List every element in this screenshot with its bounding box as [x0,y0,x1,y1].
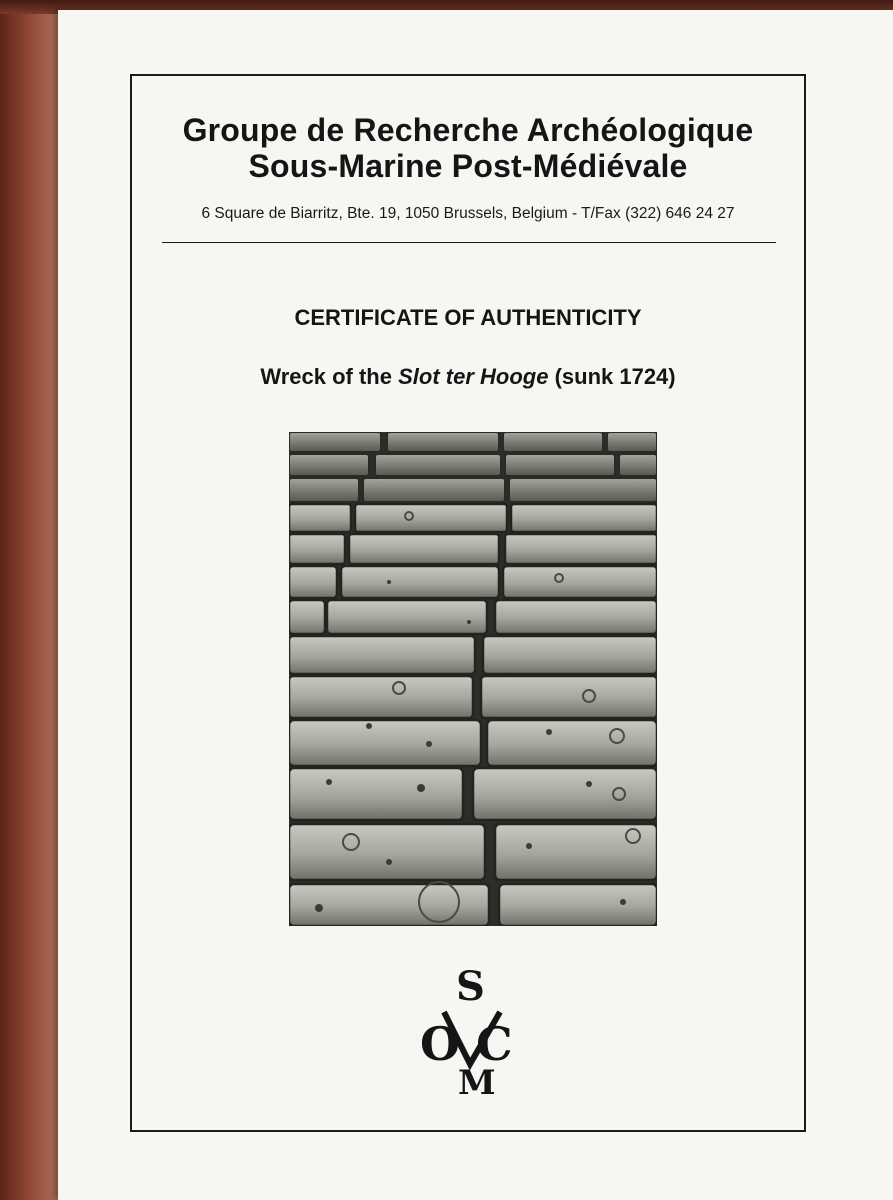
organization-title-line1: Groupe de Recherche Archéologique [182,112,754,148]
svg-text:S: S [456,963,485,1010]
wreck-title-suffix: (sunk 1724) [548,364,676,389]
svg-text:C: C [476,1017,513,1071]
organization-address: 6 Square de Biarritz, Bte. 19, 1050 Brussels, Belgium - T/Fax (322) 646 24 27 [201,205,735,222]
wreck-title [130,364,806,390]
voc-monogram-icon [420,962,530,1102]
header-divider [162,242,776,243]
organization-title [130,112,806,184]
svg-text:O: O [420,1017,461,1071]
scan-edge-left [0,0,60,1200]
silver-ingots-illustration [289,432,657,926]
wreck-ship-name: Slot ter Hooge [398,364,549,389]
svg-text:M: M [458,1063,496,1102]
voc-monogram-logo [420,962,530,1102]
organization-title-line2: Sous-Marine Post-Médiévale [248,148,688,184]
certificate-heading: CERTIFICATE OF AUTHENTICITY [294,305,642,330]
silver-ingots-photo [289,432,657,926]
wreck-title-prefix: Wreck of the [260,364,399,389]
